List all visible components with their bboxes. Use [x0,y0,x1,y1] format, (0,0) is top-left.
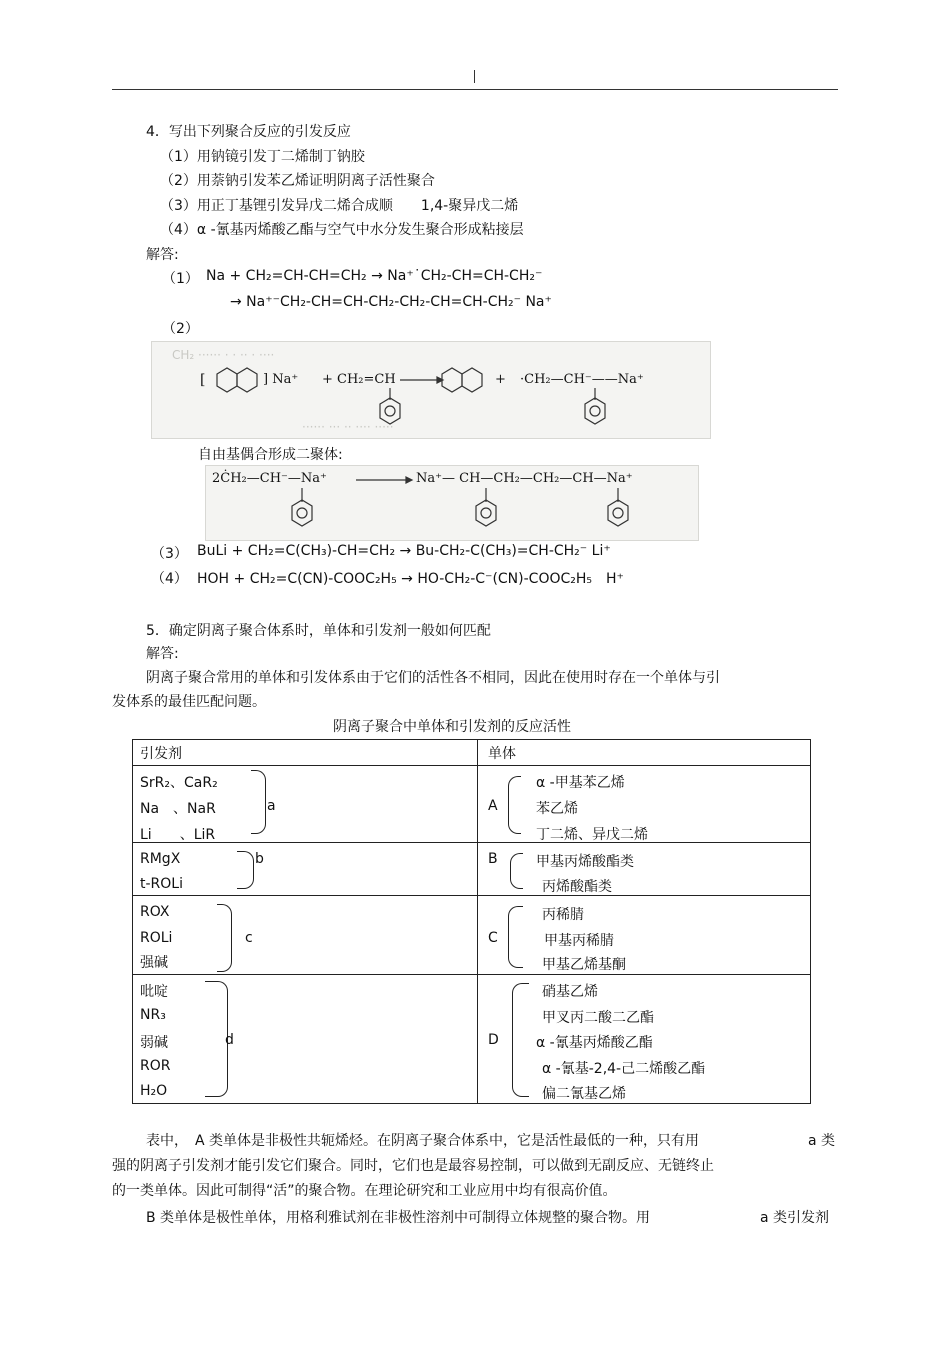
q4-item-1: （1）用钠镜引发丁二烯制丁钠胶 [160,149,365,165]
styrene-label: + CH₂=CH [322,372,396,387]
monomer: 丙烯酸酯类 [542,879,612,895]
brace [508,906,523,968]
table-row-a [133,766,811,843]
brace [237,851,254,889]
initiator: ROR [140,1058,171,1074]
dimer-right: Na⁺— CH—CH₂—CH₂—CH—Na⁺ [416,471,633,486]
monomer: 苯乙烯 [536,801,578,817]
initiator: 吡啶 [140,984,168,1000]
monomer: α -甲基苯乙烯 [536,775,625,791]
ans3-label: （3） [151,546,188,562]
initiator: NR₃ [140,1007,166,1023]
initiator-class-label: b [255,851,264,867]
q4-answer-label: 解答: [146,247,179,263]
table-row-b [133,843,811,896]
monomer: 丁二烯、异戊二烯 [536,827,648,843]
table-row-c [133,896,811,975]
initiator-class-label: c [245,930,253,946]
ans1-label: （1） [162,271,199,287]
ans4-eq: HOH + CH₂=C(CN)-COOC₂H₅ → HO-CH₂-C⁻(CN)-COOC₂H₅ H⁺ [197,571,624,587]
initiator: ROX [140,904,170,920]
ans3-eq: BuLi + CH₂=C(CH₃)-CH=CH₂ → Bu-CH₂-C(CH₃)=CH-CH₂⁻ Li⁺ [197,543,611,559]
q4-item-4: （4）α -氰基丙烯酸乙酯与空气中水分发生聚合形成粘接层 [160,222,524,238]
monomer: 丙稀腈 [542,907,584,923]
initiator: RMgX [140,851,181,867]
header-rule [112,89,838,90]
scanned-reaction-image-1: CH₂ ······ · · ·· · ···· ······ ··· ·· ···· ····· [ ] Na⁺ + CH₂=CH + ·CH₂—CH⁻——Na⁺ [151,341,711,439]
header-mark [474,70,475,83]
q5-para2-c: 的一类单体。因此可制得“活”的聚合物。在理论研究和工业应用中均有很高价值。 [112,1183,617,1199]
radical-anion: ·CH₂—CH⁻——Na⁺ [520,372,644,387]
monomer: 甲基丙稀腈 [544,933,614,949]
q5-para3: B 类单体是极性单体，用格利雅试剂在非极性溶剂中可制得立体规整的聚合物。用 [146,1210,651,1226]
initiator: H₂O [140,1083,168,1099]
header-monomer: 单体 [478,740,811,766]
initiator-class-label: a [267,798,276,814]
initiator: Na 、NaR [140,801,216,817]
reactivity-table [132,739,811,1104]
q5-title: 5．确定阴离子聚合体系时，单体和引发剂一般如何匹配 [146,623,491,639]
monomer-class-label: C [488,930,498,946]
brace [510,853,523,889]
brace [512,983,529,1097]
brace [508,776,521,834]
naph-bracket-close: ] Na⁺ [263,372,299,387]
monomer: 硝基乙烯 [542,984,598,1000]
initiator: ROLi [140,930,173,946]
table-row-d [133,975,811,1104]
q5-para2-b: 强的阴离子引发剂才能引发它们聚合。同时，它们也是最容易控制，可以做到无副反应、无链终止 [112,1158,714,1174]
initiator: 弱碱 [140,1035,168,1051]
monomer: 偏二氰基乙烯 [542,1086,626,1102]
initiator: SrR₂、CaR₂ [140,775,218,791]
ans1-line2: → Na⁺⁻CH₂-CH=CH-CH₂-CH₂-CH=CH-CH₂⁻ Na⁺ [230,294,552,310]
monomer: 甲基乙烯基酮 [542,957,626,973]
plus-sign: + [495,372,506,387]
brace [217,904,232,972]
q5-para2-a: 表中， A 类单体是非极性共轭烯烃。在阴离子聚合体系中，它是活性最低的一种，只有用 [146,1133,700,1149]
monomer: α -氰基-2,4-己二烯酸乙酯 [542,1061,706,1077]
monomer: α -氰基丙烯酸乙酯 [536,1035,653,1051]
monomer-class-label: B [488,851,498,867]
dimer-label: 自由基偶合形成二聚体: [198,447,343,463]
monomer: 甲基丙烯酸酯类 [536,854,634,870]
initiator: t-ROLi [140,876,183,892]
ans1-line1: Na + CH₂=CH-CH=CH₂ → Na⁺˙CH₂-CH=CH-CH₂⁻ [206,268,543,284]
monomer-class-label: D [488,1032,499,1048]
q4-item-2: （2）用萘钠引发苯乙烯证明阴离子活性聚合 [160,173,435,189]
monomer-class-label: A [488,798,498,814]
q5-para2-a-tail: a 类 [808,1133,836,1149]
header-initiator: 引发剂 [133,740,478,766]
initiator-class-label: d [225,1032,234,1048]
ans4-label: （4） [151,571,188,587]
monomer: 甲叉丙二酸二乙酯 [542,1010,654,1026]
initiator: Li 、LiR [140,827,216,843]
brace [251,770,266,834]
q4-title: 4．写出下列聚合反应的引发反应 [146,124,351,140]
q5-para1-b: 发体系的最佳匹配问题。 [112,694,266,710]
q4-item-3: （3）用正丁基锂引发异戊二烯合成顺 1,4-聚异戊二烯 [160,198,519,214]
table-caption: 阴离子聚合中单体和引发剂的反应活性 [333,719,571,735]
scanned-reaction-image-2 [205,465,699,541]
naph-bracket-open: [ [200,372,206,388]
dimer-left: 2ĊH₂—CH⁻—Na⁺ [212,471,327,486]
ans2-label: （2） [162,321,199,337]
q5-para3-tail: a 类引发剂 [760,1210,830,1226]
initiator: 强碱 [140,955,168,971]
q5-para1-a: 阴离子聚合常用的单体和引发体系由于它们的活性各不相同，因此在使用时存在一个单体与引 [146,670,720,686]
q5-answer-label: 解答: [146,646,179,662]
